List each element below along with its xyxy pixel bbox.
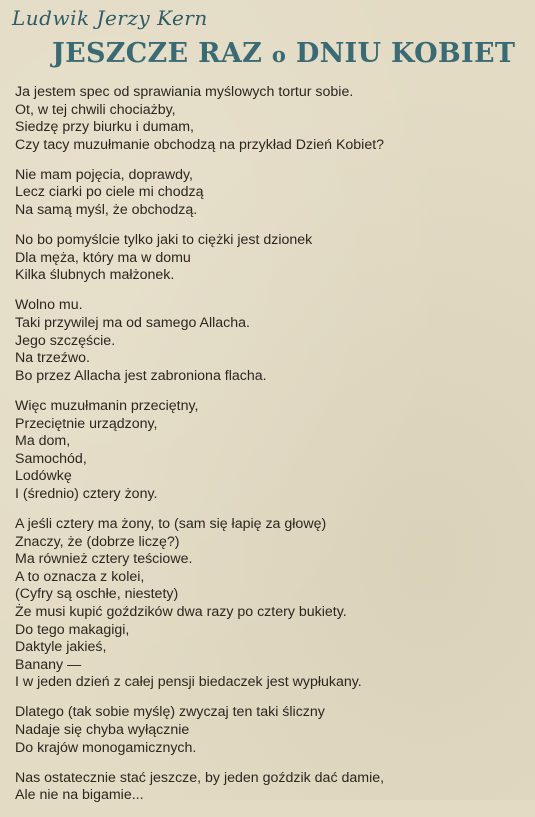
poem-line: Ma dom, bbox=[15, 433, 71, 450]
poem-line: Na samą myśl, że obchodzą. bbox=[15, 202, 198, 219]
poem-line: Banany — bbox=[15, 656, 82, 673]
poem-line: Dla męża, który ma w domu bbox=[15, 249, 191, 266]
poem-line: Więc muzułmanin przeciętny, bbox=[15, 397, 199, 414]
poem-line: Nas ostatecznie stać jeszcze, by jeden goździk dać damie, bbox=[15, 769, 385, 786]
poem-line: Nie mam pojęcia, doprawdy, bbox=[15, 166, 193, 183]
poem-line: Do krajów monogamicznych. bbox=[15, 739, 197, 756]
poem-line: Ma również cztery teściowe. bbox=[15, 551, 193, 568]
poem-stanza bbox=[15, 232, 525, 285]
poem-stanza bbox=[15, 84, 525, 154]
poem-line: Lecz ciarki po ciele mi chodzą bbox=[15, 184, 204, 201]
title-part-1: JESZCZE RAZ bbox=[52, 38, 263, 69]
poem-line: Wolno mu. bbox=[15, 297, 83, 314]
poem-line: Że musi kupić goździków dwa razy po cztery bukiety. bbox=[15, 603, 347, 620]
poem-line: Dlatego (tak sobie myślę) zwyczaj ten taki śliczny bbox=[15, 704, 325, 721]
poem-stanza bbox=[15, 704, 525, 757]
poem-line: (Cyfry są oschłe, niestety) bbox=[15, 586, 179, 603]
poem-stanza bbox=[15, 398, 525, 504]
poem-line: I (średnio) cztery żony. bbox=[15, 485, 158, 502]
poem-stanza bbox=[15, 297, 525, 385]
poem-line: Bo przez Allacha jest zabroniona flacha. bbox=[15, 367, 267, 384]
title-part-2: o bbox=[271, 42, 287, 67]
poem-line: Ale nie na bigamie... bbox=[15, 787, 144, 804]
poem-line: Znaczy, że (dobrze liczę?) bbox=[15, 533, 180, 550]
poem-stanza bbox=[15, 167, 525, 220]
poem-line: Daktyle jakieś, bbox=[15, 639, 107, 656]
poem-body bbox=[15, 84, 525, 817]
poem-line: I w jeden dzień z całej pensji biedaczek jest wypłukany. bbox=[15, 674, 362, 691]
poem-line: Do tego makagigi, bbox=[15, 621, 130, 638]
poem-title bbox=[52, 38, 515, 69]
poem-line: Nadaje się chyba wyłącznie bbox=[15, 722, 190, 738]
poem-line: Lodówkę bbox=[15, 468, 72, 485]
poem-line: Taki przywilej ma od samego Allacha. bbox=[15, 315, 250, 332]
poem-line: Ja jestem spec od sprawiania myślowych tortur sobie. bbox=[15, 84, 354, 100]
poem-line: Czy tacy muzułmanie obchodzą na przykład Dzień Kobiet? bbox=[15, 136, 385, 153]
poem-line: Siedzę przy biurku i dumam, bbox=[15, 119, 194, 136]
poem-line: A to oznacza z kolei, bbox=[15, 568, 145, 585]
title-part-3: DNIU KOBIET bbox=[295, 38, 516, 69]
poem-line: Przeciętnie urządzony, bbox=[15, 415, 158, 432]
poem-line: Samochód, bbox=[15, 450, 87, 467]
author-name: Ludwik Jerzy Kern bbox=[12, 6, 208, 30]
poem-line: Jego szczęście. bbox=[15, 332, 116, 349]
poem-line: Kilka ślubnych małżonek. bbox=[15, 267, 175, 284]
poem-line: No bo pomyślcie tylko jaki to ciężki jest dzionek bbox=[15, 232, 313, 249]
poem-line: Na trzeźwo. bbox=[15, 350, 90, 367]
poem-line: Ot, w tej chwili chociażby, bbox=[15, 101, 176, 118]
poem-line: A jeśli cztery ma żony, to (sam się łapię za głowę) bbox=[15, 515, 327, 532]
poem-stanza bbox=[15, 516, 525, 692]
